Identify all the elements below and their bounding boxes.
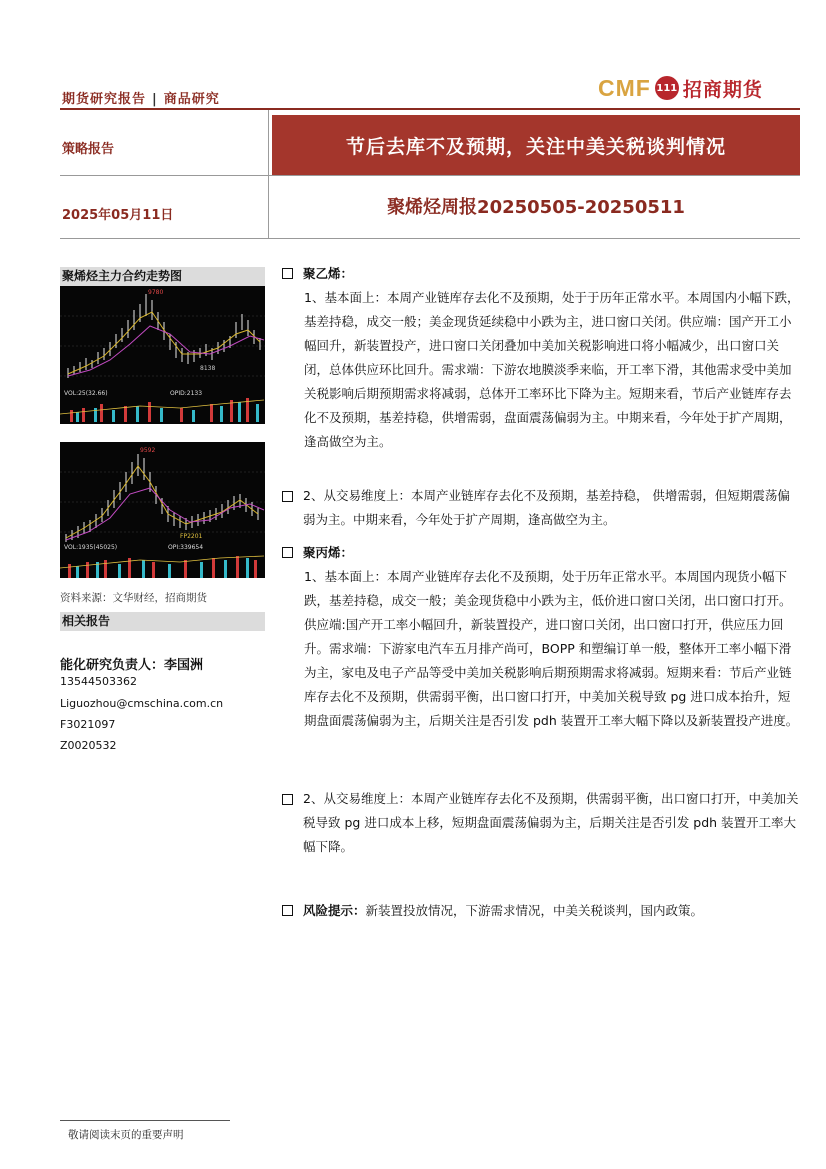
checkbox-bullet-icon [282, 547, 293, 558]
section-heading: 聚丙烯： [282, 541, 800, 565]
header-separator: | [152, 92, 158, 107]
pe-trading-view [282, 484, 800, 532]
chart-1-graphic [60, 286, 265, 424]
checkbox-bullet-icon [282, 794, 293, 805]
chart-2-vol-label: VOL:1935(45025) [64, 544, 118, 551]
chart-2-graphic [60, 442, 265, 578]
risk-text: 新装置投放情况，下游需求情况，中美关税谈判，国内政策。 [365, 903, 704, 918]
footer-rule [60, 1120, 230, 1121]
chart-2-opi-label: OPI:339654 [168, 544, 204, 551]
report-type [62, 88, 220, 107]
chart-heading: 聚烯烃主力合约走势图 [60, 267, 265, 286]
trade-paragraph: 2、从交易维度上：本周产业链库存去化不及预期，供需弱平衡，出口窗口打开，中美加关税导致 pg 进口成本上移，短期盘面震荡偏弱为主，后期关注是否引发 pdh 装置开工率大幅下降。 [282, 787, 800, 859]
section-polyethylene [282, 262, 800, 454]
svg-text:9592: 9592 [140, 447, 156, 454]
report-title: 节后去库不及预期，关注中美关税谈判情况 [272, 115, 800, 175]
analyst-email[interactable]: Liguozhou@cmschina.com.cn [60, 697, 224, 710]
analyst-name: 能化研究负责人：李国洲 [60, 658, 204, 673]
header-rule [60, 108, 800, 110]
title-rule [60, 175, 800, 176]
chart-1-price-label: 8138 [200, 365, 216, 372]
risk-warning [282, 899, 800, 923]
section-polypropylene [282, 541, 800, 733]
related-reports-heading: 相关报告 [60, 612, 265, 631]
chart-1-vol-label: VOL:25(32.66) [64, 390, 108, 397]
report-subtype-label: 商品研究 [163, 92, 220, 107]
logo-chinese-name: 招商期货 [682, 78, 763, 101]
logo-cmf-text: CMF [598, 74, 651, 101]
checkbox-bullet-icon [282, 905, 293, 916]
report-type-label: 期货研究报告 [62, 92, 147, 107]
fundamentals-paragraph: 1、基本面上：本周产业链库存去化不及预期，处于历年正常水平。本周国内现货小幅下跌，基差持稳，成交一般；美金现货稳中小跌为主，低价进口窗口关闭，出口窗口打开。供应端:国产开工率小幅回升，新装置投产，进口窗口关闭，出口窗口打开，供应压力回升。需求端：下游家电汽车五月排产尚可，BOPP 和塑编订单一般，整体开工率小幅下滑为主，家电及电子产品等受中美加关税影响后期预期需求将减弱。短期来看：节后产业链库存去化不及预期，供需弱平衡，出口窗口打开，中美加关税导致 pg 进口成本抬升，短期盘面震荡偏弱为主，后期关注是否引发 pdh 装置开工率大幅下降以及新装置投产进度。 [304, 569, 799, 728]
analyst-license-z: Z0020532 [60, 739, 117, 752]
chart-source: 资料来源：文华财经，招商期货 [60, 592, 207, 604]
chart-1-opi-label: OPID:2133 [170, 390, 203, 397]
checkbox-bullet-icon [282, 268, 293, 279]
fundamentals-paragraph: 1、基本面上：本周产业链库存去化不及预期，处于于历年正常水平。本周国内小幅下跌，基差持稳，成交一般；美金现货延续稳中小跌为主，进口窗口关闭。供应端：国产开工小幅回升，新装置投产，进口窗口关闭叠加中美加关税影响进口将小幅减少，出口窗口关闭，总体供应环比回升。需求端：下游农地膜淡季来临，开工率下滑，其他需求受中美加关税影响后期预期需求将减弱，总体开工率环比下降为主。短期来看，节后产业链库存去化不及预期，基差持稳，供增需弱，盘面震荡偏弱为主。中期来看，今年处于扩产周期，逢高做空为主。 [304, 290, 800, 449]
section-heading: 聚乙烯： [282, 262, 800, 286]
subtitle-rule [60, 238, 800, 239]
pp-trading-view [282, 787, 800, 859]
svg-text:9780: 9780 [148, 289, 164, 296]
footer-disclaimer: 敬请阅读末页的重要声明 [68, 1129, 184, 1141]
chart-2-contract-label: FP2201 [180, 533, 203, 540]
report-category: 策略报告 [62, 142, 115, 157]
futures-chart-image-1 [60, 286, 265, 424]
analyst-license-f: F3021097 [60, 718, 116, 731]
company-logo [598, 72, 763, 104]
report-subtitle: 聚烯烃周报20250505-20250511 [387, 197, 685, 218]
futures-chart-image-2 [60, 442, 265, 578]
report-date: 2025年05月11日 [62, 208, 174, 223]
analyst-phone: 13544503362 [60, 675, 137, 688]
logo-badge-icon: 111 [655, 76, 679, 100]
header-divider [268, 110, 269, 238]
risk-label: 风险提示： [303, 903, 366, 918]
checkbox-bullet-icon [282, 491, 293, 502]
trade-paragraph: 2、从交易维度上：本周产业链库存去化不及预期，基差持稳， 供增需弱，但短期震荡偏弱为主。中期来看，今年处于扩产周期，逢高做空为主。 [282, 484, 800, 532]
